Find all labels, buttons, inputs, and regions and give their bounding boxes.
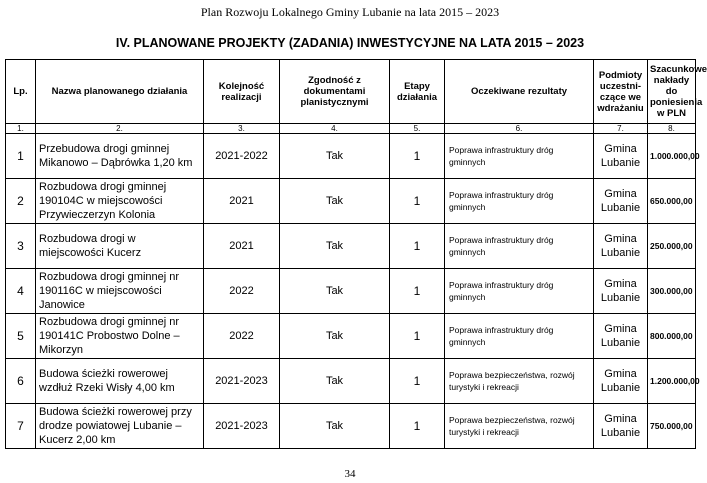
plan-compliance: Tak [280,314,390,359]
row-number: 3 [6,224,36,269]
column-number: 7. [594,124,648,134]
page-number: 34 [344,468,356,480]
expected-results: Poprawa infrastruktury dróg gminnych [445,224,594,269]
table-row [6,314,696,359]
column-header: Szacunkowe nakłady do poniesienia w PLN [648,60,696,124]
implementing-entities: Gmina Lubanie [594,224,648,269]
column-number: 5. [390,124,445,134]
column-header: Zgodność z dokumentami planistycznymi [280,60,390,124]
table-row [6,269,696,314]
action-stages: 1 [390,224,445,269]
action-name: Rozbudowa drogi gminnej 190104C w miejscowości Przywieczerzyn Kolonia [36,179,204,224]
expected-results: Poprawa infrastruktury dróg gminnych [445,134,594,179]
implementation-order: 2021-2023 [204,359,280,404]
row-number: 7 [6,404,36,449]
action-stages: 1 [390,134,445,179]
estimated-cost: 1.000.000,00 [648,134,696,179]
expected-results: Poprawa infrastruktury dróg gminnych [445,269,594,314]
plan-compliance: Tak [280,404,390,449]
expected-results: Poprawa bezpieczeństwa, rozwój turystyki i rekreacji [445,359,594,404]
expected-results: Poprawa bezpieczeństwa, rozwój turystyki i rekreacji [445,404,594,449]
implementation-order: 2022 [204,269,280,314]
implementation-order: 2021-2023 [204,404,280,449]
action-stages: 1 [390,314,445,359]
action-stages: 1 [390,269,445,314]
expected-results: Poprawa infrastruktury dróg gminnych [445,179,594,224]
column-header: Oczekiwane rezultaty [445,60,594,124]
running-header: Plan Rozwoju Lokalnego Gminy Lubanie na lata 2015 – 2023 [200,5,500,19]
action-name: Rozbudowa drogi w miejscowości Kucerz [36,224,204,269]
estimated-cost: 250.000,00 [648,224,696,269]
action-name: Budowa ścieżki rowerowej wzdłuż Rzeki Wisły 4,00 km [36,359,204,404]
action-name: Rozbudowa drogi gminnej nr 190141C Probostwo Dolne – Mikorzyn [36,314,204,359]
column-number-row [6,124,696,134]
action-stages: 1 [390,179,445,224]
table-row [6,359,696,404]
column-number: 8. [648,124,696,134]
expected-results: Poprawa infrastruktury dróg gminnych [445,314,594,359]
implementing-entities: Gmina Lubanie [594,359,648,404]
action-name: Budowa ścieżki rowerowej przy drodze powiatowej Lubanie – Kucerz 2,00 km [36,404,204,449]
row-number: 2 [6,179,36,224]
column-header: Lp. [6,60,36,124]
row-number: 1 [6,134,36,179]
plan-compliance: Tak [280,269,390,314]
implementation-order: 2021 [204,179,280,224]
column-number: 3. [204,124,280,134]
table-row [6,134,696,179]
plan-compliance: Tak [280,134,390,179]
row-number: 6 [6,359,36,404]
column-header: Nazwa planowanego działania [36,60,204,124]
implementation-order: 2022 [204,314,280,359]
table-row [6,224,696,269]
column-header: Etapy działania [390,60,445,124]
implementation-order: 2021 [204,224,280,269]
table-row [6,404,696,449]
implementing-entities: Gmina Lubanie [594,269,648,314]
column-number: 4. [280,124,390,134]
implementation-order: 2021-2022 [204,134,280,179]
column-header: Podmioty uczestni-czące we wdrażaniu [594,60,648,124]
table-row [6,179,696,224]
implementing-entities: Gmina Lubanie [594,314,648,359]
estimated-cost: 300.000,00 [648,269,696,314]
action-name: Przebudowa drogi gminnej Mikanowo – Dąbrówka 1,20 km [36,134,204,179]
column-header: Kolejność realizacji [204,60,280,124]
plan-compliance: Tak [280,224,390,269]
plan-compliance: Tak [280,179,390,224]
estimated-cost: 750.000,00 [648,404,696,449]
estimated-cost: 650.000,00 [648,179,696,224]
action-stages: 1 [390,404,445,449]
column-number: 6. [445,124,594,134]
column-number: 1. [6,124,36,134]
section-title: IV. PLANOWANE PROJEKTY (ZADANIA) INWESTYCYJNE NA LATA 2015 – 2023 [115,36,585,50]
column-number: 2. [36,124,204,134]
estimated-cost: 800.000,00 [648,314,696,359]
implementing-entities: Gmina Lubanie [594,179,648,224]
action-name: Rozbudowa drogi gminnej nr 190116C w miejscowości Janowice [36,269,204,314]
estimated-cost: 1.200.000,00 [648,359,696,404]
projects-table [5,59,707,449]
row-number: 4 [6,269,36,314]
implementing-entities: Gmina Lubanie [594,404,648,449]
header-row [6,60,696,124]
action-stages: 1 [390,359,445,404]
plan-compliance: Tak [280,359,390,404]
row-number: 5 [6,314,36,359]
implementing-entities: Gmina Lubanie [594,134,648,179]
